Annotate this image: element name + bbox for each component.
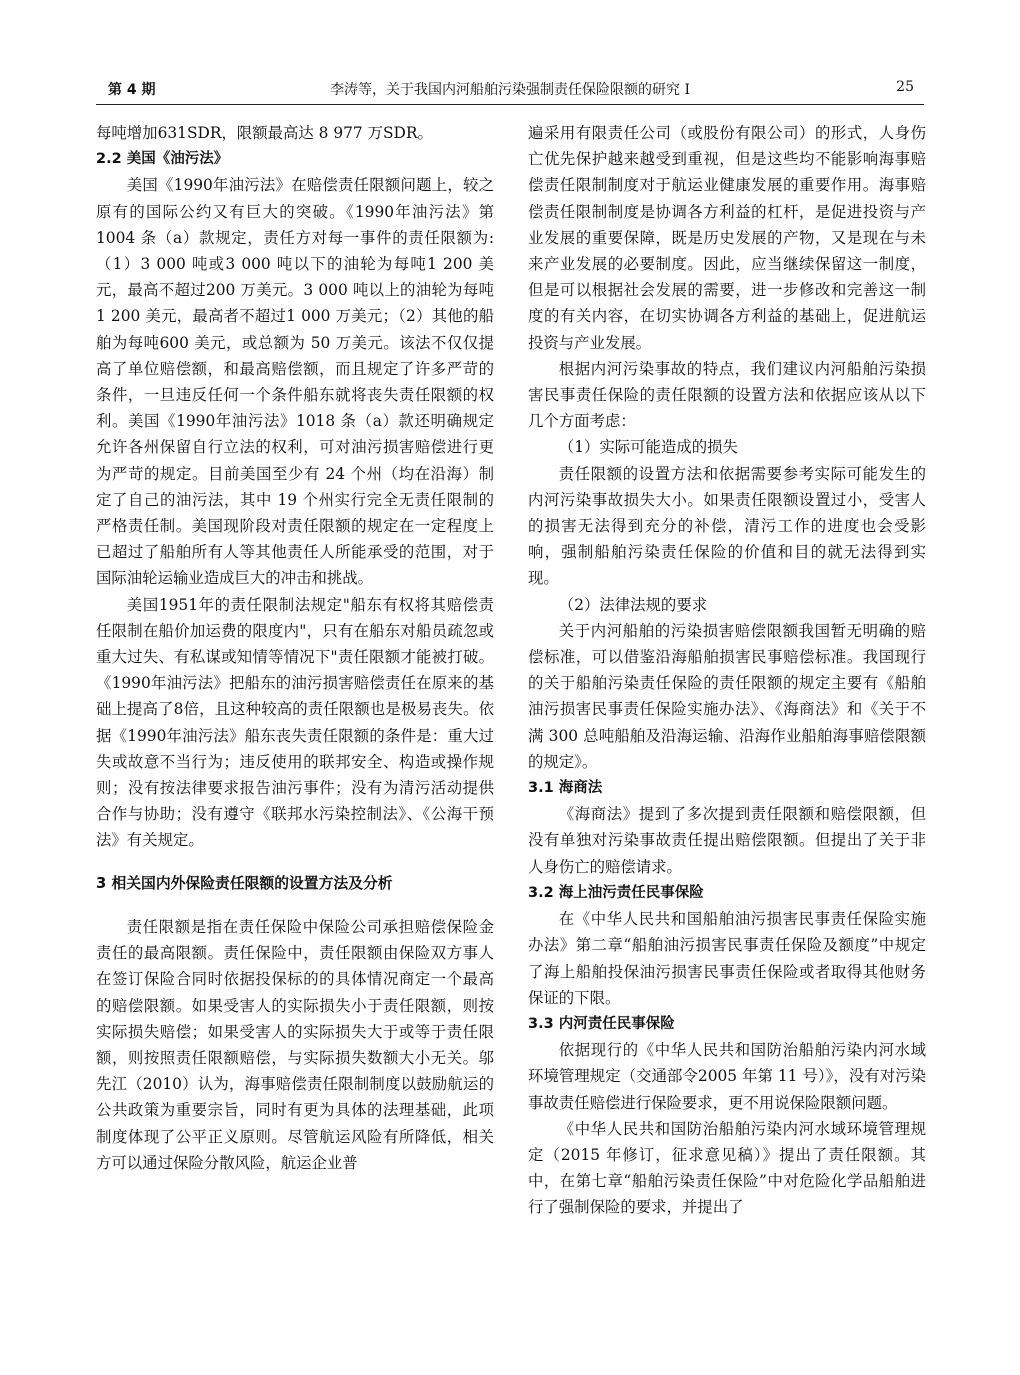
paragraph: 《中华人民共和国防治船舶污染内河水域环境管理规定（2015 年修订，征求意见稿）》提出了责任限额。其中，在第七章“船舶污染责任保险”中对危险化学品船舶进行了强制保险的要求，并提出了 bbox=[528, 1119, 926, 1217]
page-number: 25 bbox=[896, 79, 914, 95]
paragraph: 责任限额是指在责任保险中保险公司承担赔偿保险金责任的最高限额。责任保险中，责任限额由保险双方事人在签订保险合同时依据投保标的的具体情况商定一个最高的赔偿限额。如果受害人的实际损失小于责任限额，则按实际损失赔偿；如果受害人的实际损失大于或等于责任限额，则按照责任限额赔偿，与实际损失数额大小无关。邬先江（2010）认为，海事赔偿责任限制制度以鼓励航运的公共政策为重要宗旨，同时有更为具体的法理基础，此项制度体现了公平正义原则。尽管航运风险有所降低，相关方可以通过保险分散风险，航运企业普 bbox=[96, 917, 494, 1172]
paragraph: 《海商法》提到了多次提到责任限额和赔偿限额，但没有单独对污染事故责任提出赔偿限额。但提出了关于非人身伤亡的赔偿请求。 bbox=[528, 805, 926, 876]
paragraph: 关于内河船舶的污染损害赔偿限额我国暂无明确的赔偿标准，可以借鉴沿海船舶损害民事赔偿标准。我国现行的关于船舶污染责任保险的责任限额的规定主要有《船舶油污损害民事责任保险实施办法》、《海商法》和《关于不满 300 总吨船舶及沿海运输、沿海作业船舶海事赔偿限额的规定》。 bbox=[528, 621, 926, 771]
section-heading-2-2: 2.2 美国《油污法》 bbox=[96, 151, 229, 168]
section-heading-3: 3 相关国内外保险责任限额的设置方法及分析 bbox=[96, 874, 393, 892]
list-item-heading: （2）法律法规的要求 bbox=[558, 595, 708, 614]
paragraph: 责任限额的设置方法和依据需要参考实际可能发生的内河污染事故损失大小。如果责任限额设置过小，受害人的损害无法得到充分的补偿，清污工作的进度也会受影响，强制船舶污染责任保险的价值和目的就无法得到实现。 bbox=[528, 464, 926, 588]
paragraph: 在《中华人民共和国船舶油污损害民事责任保险实施办法》第二章“船舶油污损害民事责任保险及额度”中规定了海上船舶投保油污损害民事责任保险或者取得其他财务保证的下限。 bbox=[528, 910, 926, 1007]
paragraph: 美国1951年的责任限制法规定"船东有权将其赔偿责任限制在船价加运费的限度内"，只有在船东对船员疏忽或重大过失、有私谋或知情等情况下"责任限额才能被打破。《1990年油污法》把船东的油污损害赔偿责任在原来的基础上提高了8倍，且这种较高的责任限额也是极易丧失。依据《1990年油污法》船东丧失责任限额的条件是：重大过失或故意不当行为；违反使用的联邦安全、构造或操作规则；没有按法律要求报告油污事件；没有为清污活动提供合作与协助；没有遵守《联邦水污染控制法》、《公海干预法》有关规定。 bbox=[96, 595, 494, 850]
right-column bbox=[528, 120, 926, 1221]
left-column bbox=[96, 120, 494, 1176]
paragraph: 依据现行的《中华人民共和国防治船舶污染内河水域环境管理规定（交通部令2005 年第 11 号）》，没有对污染事故责任赔偿进行保险要求，更不用说保险限额问题。 bbox=[528, 1041, 926, 1112]
paragraph: 根据内河污染事故的特点，我们建议内河船舶污染损害民事责任保险的责任限额的设置方法和依据应该从以下几个方面考虑： bbox=[528, 359, 926, 431]
section-heading-3-3: 3.3 内河责任民事保险 bbox=[528, 1015, 675, 1032]
issue-number: 第 4 期 bbox=[108, 82, 156, 98]
continued-paragraph: 每吨增加631SDR，限额最高达 8 977 万SDR。 bbox=[96, 124, 433, 142]
section-heading-3-2: 3.2 海上油污责任民事保险 bbox=[528, 884, 704, 901]
list-item-heading: （1）实际可能造成的损失 bbox=[558, 438, 738, 457]
running-title: 李涛等，关于我国内河船舶污染强制责任保险限额的研究 Ⅰ bbox=[330, 82, 690, 98]
section-heading-3-1: 3.1 海商法 bbox=[528, 780, 603, 797]
continued-paragraph: 遍采用有限责任公司（或股份有限公司）的形式，人身伤亡优先保护越来越受到重视，但是这些均不能影响海事赔偿责任限制制度对于航运业健康发展的重要作用。海事赔偿责任限制制度是协调各方利益的杠杆，是促进投资与产业发展的重要保障，既是历史发展的产物，又是现在与未来产业发展的必要制度。因此，应当继续保留这一制度，但是可以根据社会发展的需要，进一步修改和完善这一制度的有关内容，在切实协调各方利益的基础上，促进航运投资与产业发展。 bbox=[528, 124, 926, 352]
running-header bbox=[96, 76, 924, 105]
paragraph: 美国《1990年油污法》在赔偿责任限额问题上，较之原有的国际公约又有巨大的突破。《1990年油污法》第1004 条（a）款规定，责任方对每一事件的责任限额为:（1）3 000 吨或3 000 吨以下的油轮为每吨1 200 美元，最高不超过200 万美元。3 000 吨以上的油轮为每吨1 200 美元，最高者不超过1 000 万美元；（2）其他的船舶为每吨600 美元，或总额为 50 万美元。该法不仅仅提高了单位赔偿额，和最高赔偿额，而且规定了许多严苛的条件，一旦违反任何一个条件船东就将丧失责任限额的权利。美国《1990年油污法》1018 条（a）款还明确规定允许各州保留自行立法的权利，可对油污损害赔偿进行更为严苛的规定。目前美国至少有 24 个州（均在沿海）制定了自己的油污法，其中 19 个州实行完全无责任限制的严格责任制。美国现阶段对责任限额的规定在一定程度上已超过了船舶所有人等其他责任人所能承受的范围，对于国际油轮运输业造成巨大的冲击和挑战。 bbox=[96, 176, 494, 588]
